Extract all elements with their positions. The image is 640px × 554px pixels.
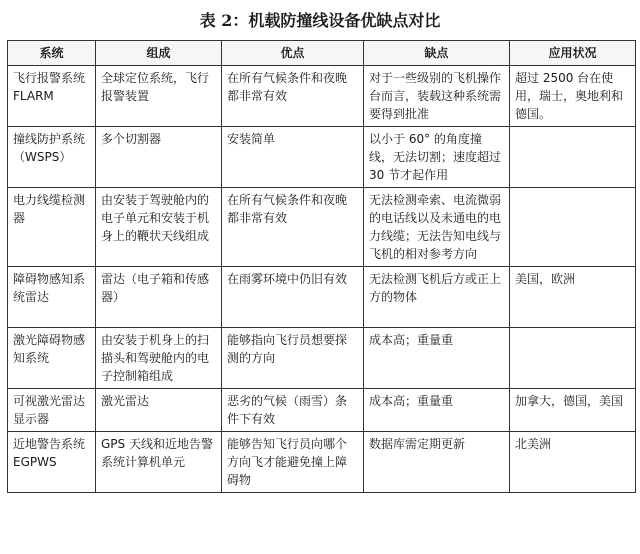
- cell-composition: 雷达（电子箱和传感器）: [96, 267, 222, 328]
- header-row: [8, 41, 636, 66]
- cell-application: 加拿大，德国，美国: [510, 389, 636, 432]
- cell-advantages: 恶劣的气候（雨雪）条件下有效: [222, 389, 364, 432]
- table-row: [8, 328, 636, 389]
- cell-advantages: 在雨雾环境中仍旧有效: [222, 267, 364, 328]
- header-disadvantages: 缺点: [364, 41, 510, 66]
- table-row: [8, 267, 636, 328]
- cell-composition: 全球定位系统，飞行报警装置: [96, 66, 222, 127]
- cell-disadvantages: 对于一些级别的飞机操作台而言，装载这种系统需要得到批准: [364, 66, 510, 127]
- cell-composition: 多个切割器: [96, 127, 222, 188]
- cell-system: 飞行报警系统 FLARM: [8, 66, 96, 127]
- cell-disadvantages: 成本高；重量重: [364, 328, 510, 389]
- header-application: 应用状况: [510, 41, 636, 66]
- cell-composition: 激光雷达: [96, 389, 222, 432]
- cell-disadvantages: 数据库需定期更新: [364, 432, 510, 493]
- cell-composition: 由安装于机身上的扫描头和驾驶舱内的电子控制箱组成: [96, 328, 222, 389]
- table-row: [8, 66, 636, 127]
- cell-application: [510, 188, 636, 267]
- cell-system: 撞线防护系统（WSPS）: [8, 127, 96, 188]
- cell-application: 北美洲: [510, 432, 636, 493]
- cell-advantages: 能够告知飞行员向哪个方向飞才能避免撞上障碍物: [222, 432, 364, 493]
- cell-application: 超过 2500 台在使用，瑞士，奥地利和德国。: [510, 66, 636, 127]
- cell-disadvantages: 无法检测牵索、电流微弱的电话线以及未通电的电力线缆；无法告知电线与飞机的相对参考方向: [364, 188, 510, 267]
- cell-application: [510, 127, 636, 188]
- table-row: [8, 389, 636, 432]
- table-row: [8, 432, 636, 493]
- cell-system: 电力线缆检测器: [8, 188, 96, 267]
- cell-disadvantages: 成本高；重量重: [364, 389, 510, 432]
- header-composition: 组成: [96, 41, 222, 66]
- cell-system: 激光障碍物感知系统: [8, 328, 96, 389]
- header-system: 系统: [8, 41, 96, 66]
- cell-advantages: 能够指向飞行员想要探测的方向: [222, 328, 364, 389]
- cell-disadvantages: 以小于 60° 的角度撞线，无法切割；速度超过 30 节才起作用: [364, 127, 510, 188]
- cell-composition: 由安装于驾驶舱内的电子单元和安装于机身上的鞭状天线组成: [96, 188, 222, 267]
- header-advantages: 优点: [222, 41, 364, 66]
- table-title: 表 2：机载防撞线设备优缺点对比: [199, 11, 441, 30]
- cell-system: 可视激光雷达显示器: [8, 389, 96, 432]
- cell-composition: GPS 天线和近地告警系统计算机单元: [96, 432, 222, 493]
- cell-advantages: 在所有气候条件和夜晚都非常有效: [222, 188, 364, 267]
- cell-application: [510, 328, 636, 389]
- cell-disadvantages: 无法检测飞机后方或正上方的物体: [364, 267, 510, 328]
- cell-advantages: 安装简单: [222, 127, 364, 188]
- cell-advantages: 在所有气候条件和夜晚都非常有效: [222, 66, 364, 127]
- table-row: [8, 127, 636, 188]
- cell-system: 近地警告系统 EGPWS: [8, 432, 96, 493]
- table-row: [8, 188, 636, 267]
- cell-application: 美国，欧洲: [510, 267, 636, 328]
- comparison-table: [7, 40, 636, 493]
- cell-system: 障碍物感知系统雷达: [8, 267, 96, 328]
